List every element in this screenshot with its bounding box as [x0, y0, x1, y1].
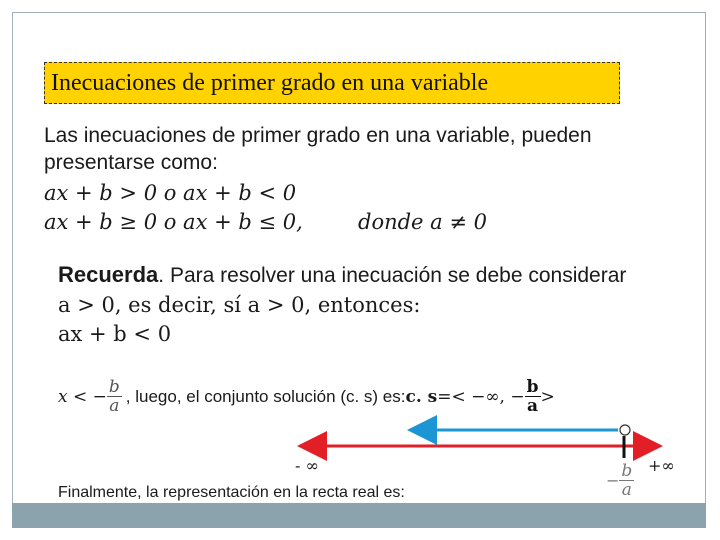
- neg-infinity-label: - ∞: [295, 456, 319, 475]
- critical-point-num: b: [621, 461, 633, 481]
- critical-point-sign: −: [606, 471, 620, 490]
- inequality-forms-nonstrict: ax + b ≥ 0 o ax + b ≤ 0,: [44, 210, 303, 234]
- final-text: Finalmente, la representación en la recta real es:: [58, 484, 405, 501]
- open-circle-marker: [620, 425, 630, 435]
- solution-x-prefix: x < −: [58, 386, 107, 407]
- intro-line-2: presentarse como:: [44, 151, 218, 174]
- recuerda-line-2: a > 0, es decir, sí a > 0, entonces:: [58, 293, 421, 317]
- critical-point-den: a: [621, 480, 632, 500]
- solution-bold-num: b: [526, 377, 539, 397]
- recuerda-heading: Recuerda: [58, 262, 159, 287]
- intro-line-1: Las inecuaciones de primer grado en una variable, pueden: [44, 124, 592, 147]
- solution-frac-den: a: [109, 396, 120, 416]
- recuerda-text: . Para resolver una inecuación se debe considerar: [158, 264, 627, 287]
- condition-a-nonzero: donde a ≠ 0: [358, 210, 487, 234]
- solution-middle-text: , luego, el conjunto solución (c. s) es:: [125, 386, 406, 406]
- solution-interval: =< −∞, −: [437, 386, 525, 407]
- solution-close: >: [540, 386, 555, 407]
- solution-cs-label: c. s: [405, 386, 438, 407]
- solution-frac-num: b: [108, 377, 120, 397]
- inequality-forms-strict: ax + b > 0 o ax + b < 0: [44, 181, 297, 205]
- slide-title: Inecuaciones de primer grado en una variable: [51, 69, 489, 96]
- solution-bold-den: a: [527, 396, 539, 416]
- critical-point-fraction: [619, 462, 634, 499]
- recuerda-line-3: ax + b < 0: [58, 322, 172, 346]
- critical-point-label: [606, 462, 634, 499]
- pos-infinity-label: +∞: [648, 456, 675, 475]
